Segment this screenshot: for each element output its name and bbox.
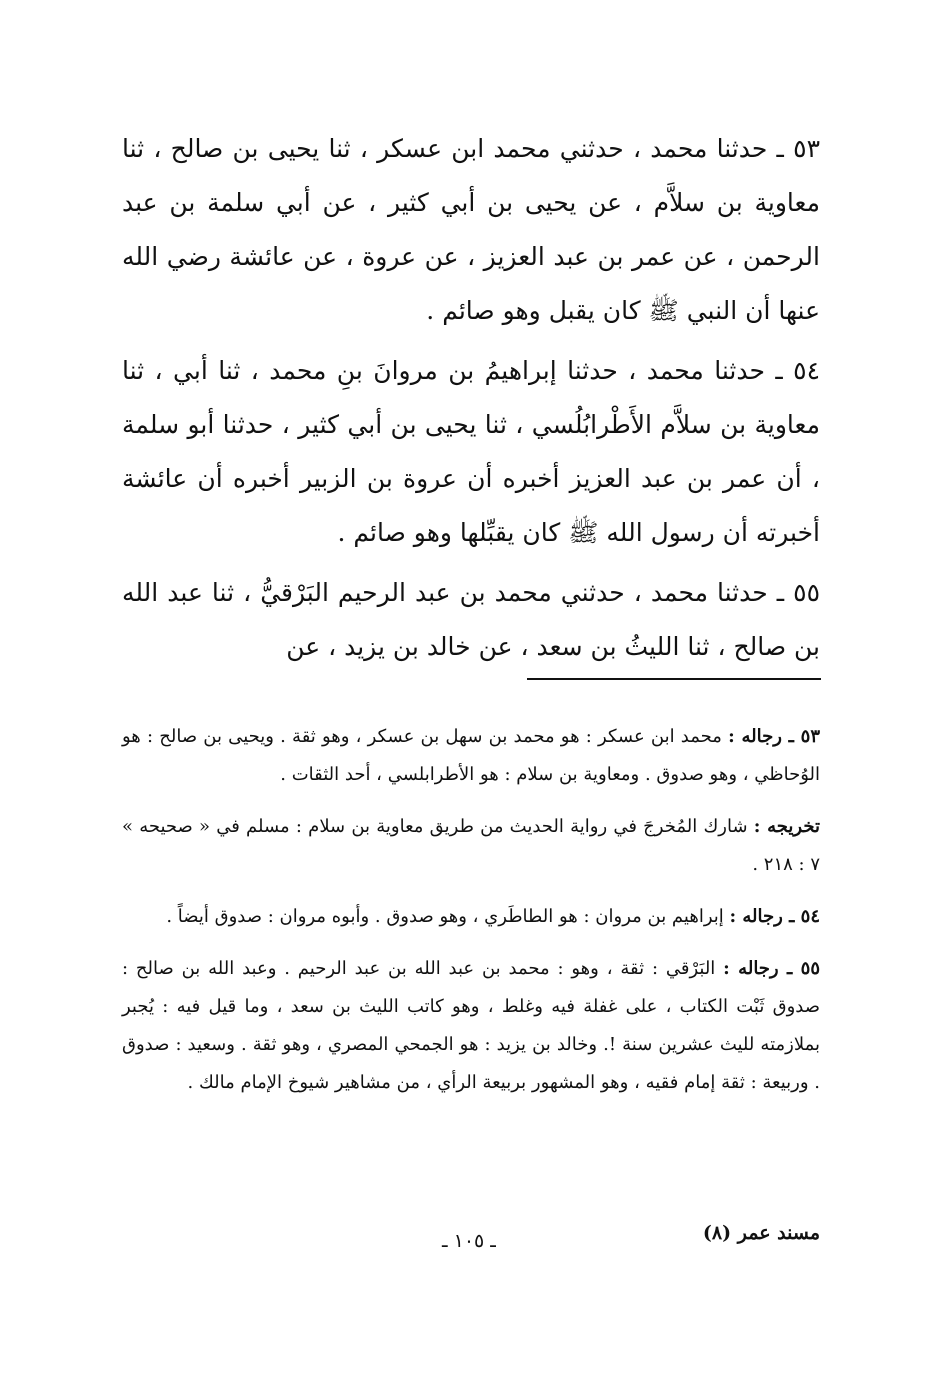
footnote-53-narrators [122,718,820,794]
footnote-text: شارك المُخرجَ في رواية الحديث من طريق معاوية بن سلام : مسلم في « صحيحه » ٧ : ٢١٨ . [122,816,820,875]
page-number: ـ ١٠٥ ـ [442,1230,496,1252]
footnote-heading: تخريجه : [753,816,820,837]
hadith-53: ٥٣ ـ حدثنا محمد ، حدثني محمد ابن عسكر ، ثنا يحيى بن صالح ، ثنا معاوية بن سلاَّم ، عن يحيى بن أبي كثير ، عن أبي سلمة بن عبد الرحمن ، عن عمر بن عبد العزيز ، عن عروة ، عن عائشة رضي الله عنها أن النبي ﷺ كان يقبل وهو صائم . [122,134,820,325]
footnote-54-narrators [122,898,820,936]
footnotes [122,718,820,1116]
footnote-heading: ٥٤ ـ رجاله : [729,906,820,927]
footnote-separator [527,678,821,680]
footnote-text: محمد ابن عسكر : هو محمد بن سهل بن عسكر ، وهو ثقة . ويحيى بن صالح : هو الوُحاظي ، وهو صدوق . ومعاوية بن سلام : هو الأطرابلسي ، أحد الثقات . [122,726,820,785]
book-signature: مسند عمر (٨) [702,1222,820,1244]
hadith-55: ٥٥ ـ حدثنا محمد ، حدثني محمد بن عبد الرحيم البَرْقيُّ ، ثنا عبد الله بن صالح ، ثنا الليثُ بن سعد ، عن خالد بن يزيد ، عن [122,578,820,661]
footnote-55-narrators [122,950,820,1102]
footnote-text: البَرْقي : ثقة ، وهو : محمد بن عبد الله بن عبد الرحيم . وعبد الله بن صالح : صدوق ثَبْت الكتاب ، على غفلة فيه وغلط ، وهو كاتب الليث بن سعد ، وما قيل فيه : يُجبر بملازمته لليث عشرين سنة !. وخالد بن يزيد : هو الجمحي المصري ، وهو ثقة . وسعيد : صدوق . وربيعة : ثقة إمام فقيه ، وهو المشهور بربيعة الرأي ، من مشاهير شيوخ الإمام مالك . [122,958,820,1093]
footnote-53-takhrij [122,808,820,884]
hadith-54: ٥٤ ـ حدثنا محمد ، حدثنا إبراهيمُ بن مروانَ بنِ محمد ، ثنا أبي ، ثنا معاوية بن سلاَّم الأَطْرابُلُسي ، ثنا يحيى بن أبي كثير ، حدثنا أبو سلمة ، أن عمر بن عبد العزيز أخبره أن عروة بن الزبير أخبره أن عائشة أخبرته أن رسول الله ﷺ كان يقبِّلها وهو صائم . [122,356,820,547]
page-footer [122,1222,820,1262]
main-text [122,122,820,680]
footnote-heading: ٥٥ ـ رجاله : [723,958,821,979]
footnote-text: إبراهيم بن مروان : هو الطاطَري ، وهو صدوق . وأبوه مروان : صدوق أيضاً . [166,906,730,927]
footnote-heading: ٥٣ ـ رجاله : [728,726,821,747]
